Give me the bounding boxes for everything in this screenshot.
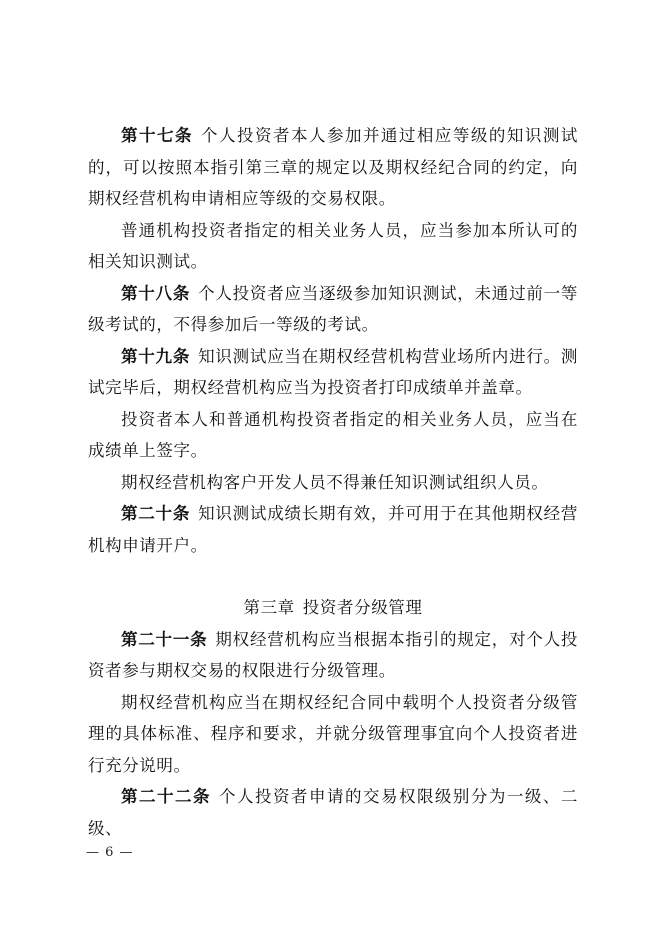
- article-19-paragraph-3: [88, 467, 578, 499]
- article-heading: 第十八条: [121, 283, 191, 303]
- article-19-paragraph-2: [88, 404, 578, 467]
- paragraph-text: 个人投资者本人参加并通过相应等级的知识测试的，可以按照本指引第三章的规定以及期权经纪合同的约定，向期权经营机构申请相应等级的交易权限。: [88, 126, 578, 208]
- page-number: — 6 —: [86, 845, 134, 860]
- paragraph-text: 个人投资者应当逐级参加知识测试，未通过前一等级考试的，不得参加后一等级的考试。: [88, 283, 578, 334]
- document-body: [88, 120, 578, 844]
- article-17-paragraph: [88, 120, 578, 215]
- chapter-heading: [88, 592, 578, 624]
- paragraph-text: 期权经营机构应当根据本指引的规定，对个人投资者参与期权交易的权限进行分级管理。: [88, 629, 579, 680]
- paragraph-text: 普通机构投资者指定的相关业务人员，应当参加本所认可的相关知识测试。: [88, 220, 578, 271]
- paragraph-text: 个人投资者申请的交易权限级别分为一级、二级、: [88, 787, 579, 838]
- chapter-number: 第三章: [243, 598, 295, 617]
- paragraph-text: 期权经营机构客户开发人员不得兼任知识测试组织人员。: [121, 472, 549, 492]
- article-17-paragraph-2: [88, 215, 578, 278]
- article-heading: 第二十二条: [121, 787, 211, 806]
- article-19-paragraph: [88, 341, 578, 404]
- chapter-title: 投资者分级管理: [302, 598, 423, 617]
- article-heading: 第二十条: [121, 504, 191, 523]
- article-heading: 第十七条: [121, 126, 193, 145]
- article-heading: 第十九条: [121, 346, 191, 366]
- paragraph-text: 知识测试成绩长期有效，并可用于在其他期权经营机构申请开户。: [88, 504, 578, 555]
- article-21-paragraph: [88, 624, 578, 687]
- article-heading: 第二十一条: [121, 629, 208, 649]
- article-22-paragraph: [88, 781, 578, 844]
- paragraph-text: 知识测试应当在期权经营机构营业场所内进行。测试完毕后，期权经营机构应当为投资者打印成绩单并盖章。: [88, 346, 578, 397]
- paragraph-text: 期权经营机构应当在期权经纪合同中载明个人投资者分级管理的具体标准、程序和要求，并就分级管理事宜向个人投资者进行充分说明。: [88, 692, 578, 775]
- article-18-paragraph: [88, 278, 578, 341]
- article-20-paragraph: [88, 498, 578, 561]
- article-21-paragraph-2: [88, 687, 578, 782]
- paragraph-text: 投资者本人和普通机构投资者指定的相关业务人员，应当在成绩单上签字。: [88, 409, 578, 460]
